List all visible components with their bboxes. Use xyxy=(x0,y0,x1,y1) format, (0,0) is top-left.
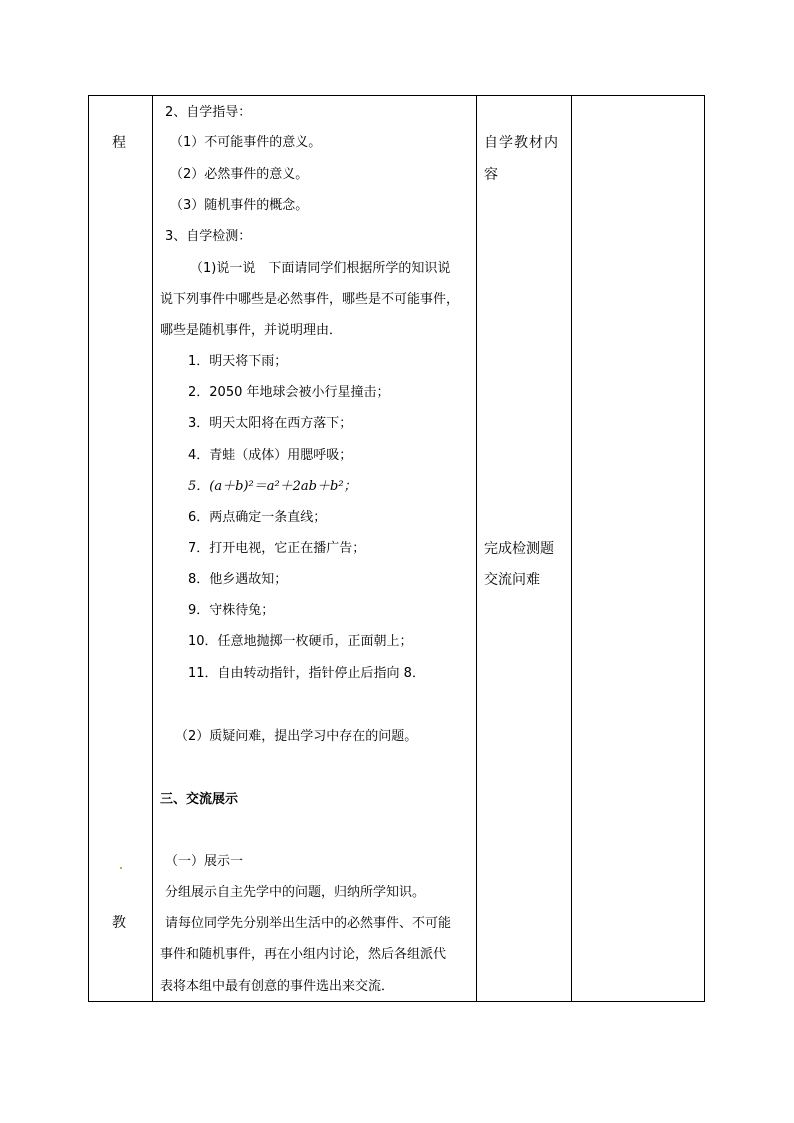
section-heading: 三、交流展示 xyxy=(160,792,239,807)
left-column-char-jiao: 教 xyxy=(112,915,126,931)
content-line: 请每位同学先分别举出生活中的必然事件、不可能 xyxy=(165,916,452,931)
content-line: 2、自学指导： xyxy=(165,105,252,120)
column-divider-2 xyxy=(476,96,477,1001)
content-line: 哪些是随机事件，并说明理由． xyxy=(160,323,343,338)
subsection-heading: （一）展示一 xyxy=(165,854,244,869)
list-item: 11．自由转动指针，指针停止后指向 8． xyxy=(188,666,425,681)
content-line: 分组展示自主先学中的问题，归纳所学知识。 xyxy=(165,885,426,900)
list-item: 4．青蛙（成体）用腮呼吸； xyxy=(188,448,353,463)
list-item: 2．2050 年地球会被小行星撞击； xyxy=(188,385,390,400)
list-item: 3．明天太阳将在西方落下； xyxy=(188,416,353,431)
left-column-char-cheng: 程 xyxy=(112,135,126,151)
list-item: 1．明天将下雨； xyxy=(188,354,288,369)
column-divider-1 xyxy=(152,96,153,1001)
content-line: 事件和随机事件，再在小组内讨论，然后各组派代 xyxy=(160,947,447,962)
list-item: 6．两点确定一条直线； xyxy=(188,510,327,525)
content-line: 3、自学检测： xyxy=(165,229,252,244)
content-line: （1）不可能事件的意义。 xyxy=(170,135,322,150)
content-line: 说下列事件中哪些是必然事件，哪些是不可能事件， xyxy=(160,292,460,307)
list-item-formula: 5．(a＋b)²＝a²＋2ab＋b²； xyxy=(188,479,357,494)
note-line: 完成检测题 xyxy=(484,541,554,557)
note-line: 自学教材内 xyxy=(484,135,559,151)
list-item: 10．任意地抛掷一枚硬币，正面朝上； xyxy=(188,634,413,649)
content-line: （3）随机事件的概念。 xyxy=(170,198,309,213)
note-line: 容 xyxy=(484,167,498,183)
list-item: 7．打开电视，它正在播广告； xyxy=(188,541,366,556)
stray-dot xyxy=(120,867,122,869)
content-line: （2）必然事件的意义。 xyxy=(170,167,309,182)
content-line: （2）质疑问难，提出学习中存在的问题。 xyxy=(175,729,418,744)
list-item: 9．守株待兔； xyxy=(188,603,275,618)
list-item: 8．他乡遇故知； xyxy=(188,572,288,587)
content-line: 表将本组中最有创意的事件选出来交流． xyxy=(160,979,395,994)
content-line: （1)说一说 下面请同学们根据所学的知识说 xyxy=(190,261,451,276)
column-divider-3 xyxy=(571,96,572,1001)
note-line: 交流问难 xyxy=(484,572,540,588)
